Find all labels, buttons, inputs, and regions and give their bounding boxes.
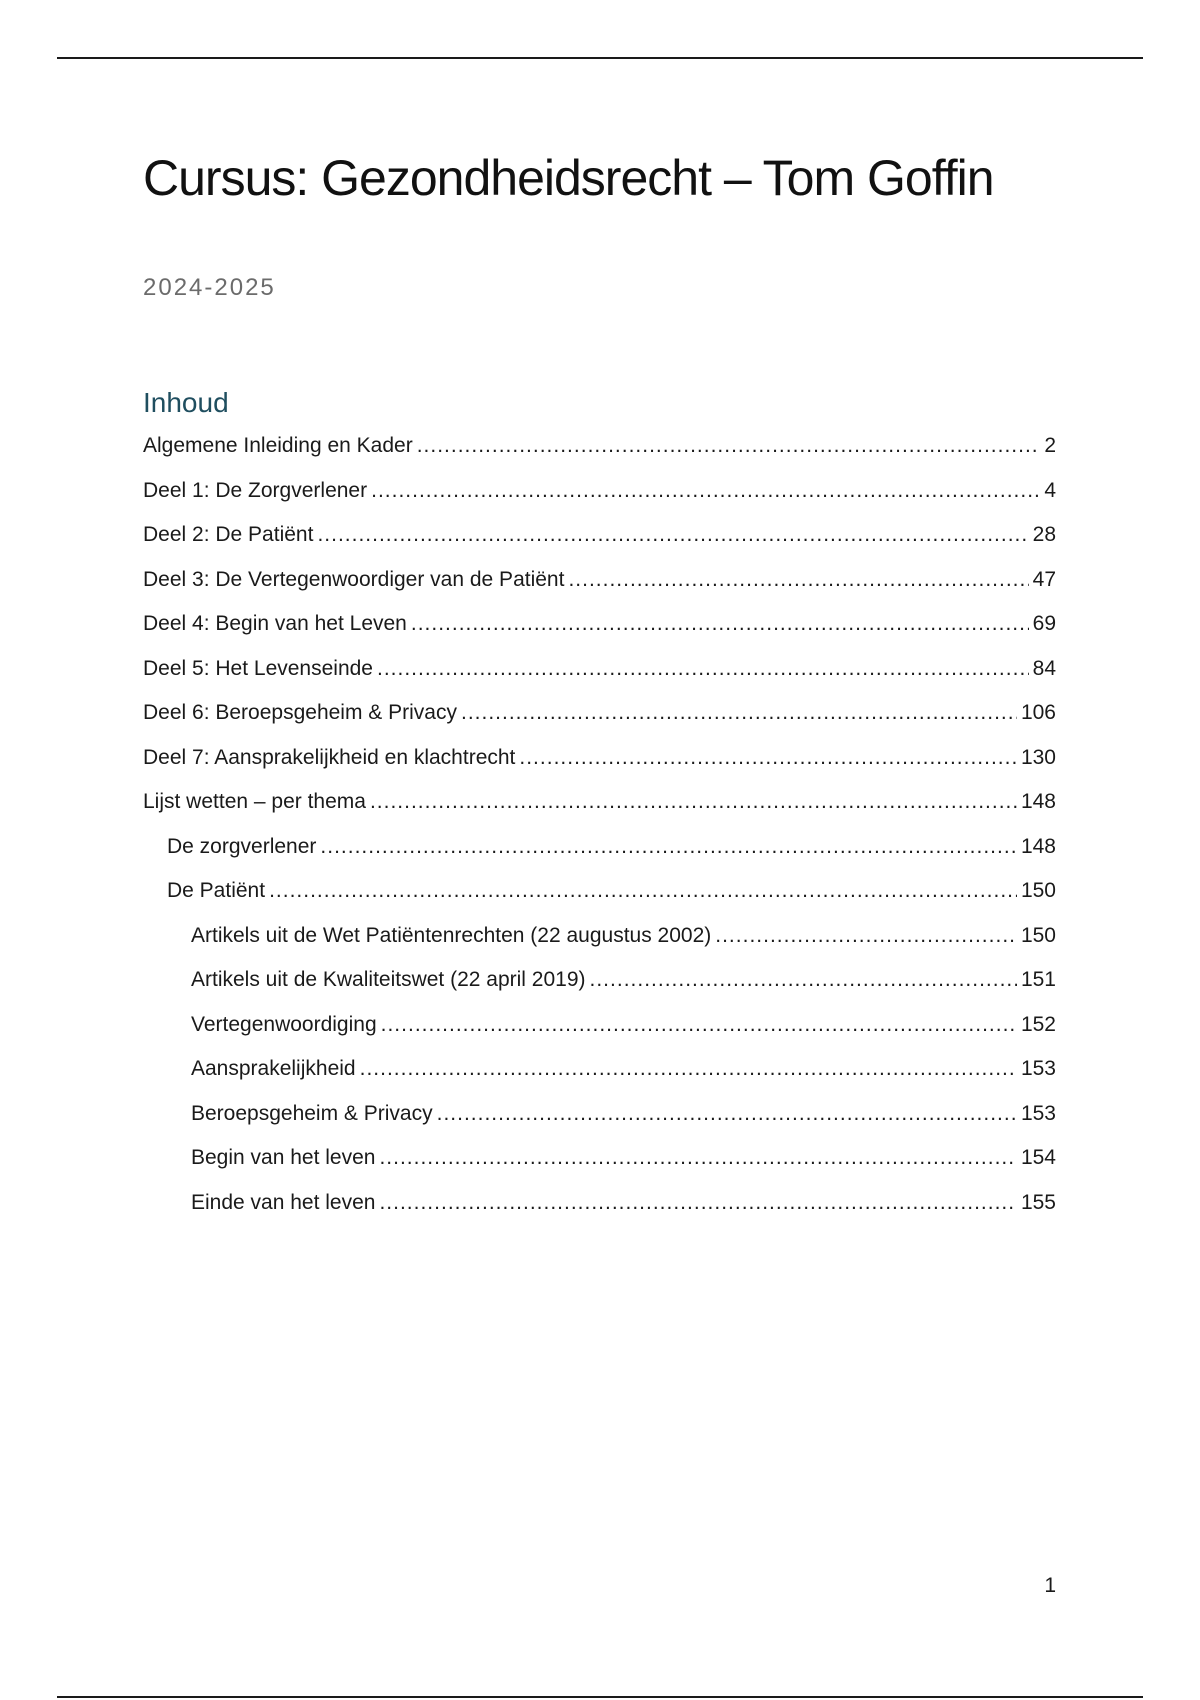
- toc-entry-label: Deel 5: Het Levenseinde: [143, 656, 373, 680]
- toc-entry-label: Deel 3: De Vertegenwoordiger van de Patiënt: [143, 567, 565, 591]
- toc-entry-page: 69: [1032, 612, 1056, 635]
- toc-entry-page: 28: [1032, 523, 1056, 546]
- toc-entry-page: 150: [1020, 879, 1056, 902]
- toc-dot-leader: [360, 1047, 1017, 1092]
- document-title: Cursus: Gezondheidsrecht – Tom Goffin: [143, 150, 994, 206]
- toc-dot-leader: [519, 736, 1017, 781]
- toc-entry-page: 148: [1020, 790, 1056, 813]
- toc-entry[interactable]: [143, 914, 1056, 959]
- toc-dot-leader: [411, 602, 1029, 647]
- toc-dot-leader: [379, 1181, 1016, 1226]
- toc-entry[interactable]: [143, 1181, 1056, 1226]
- toc-entry[interactable]: [143, 424, 1056, 469]
- toc-dot-leader: [715, 914, 1017, 959]
- toc-entry-label: Vertegenwoordiging: [191, 1012, 377, 1036]
- toc-entry-label: Lijst wetten – per thema: [143, 790, 366, 813]
- toc-dot-leader: [269, 869, 1017, 914]
- toc-entry-page: 152: [1020, 1012, 1056, 1036]
- toc-entry-page: 153: [1020, 1057, 1056, 1080]
- toc-entry-page: 130: [1020, 745, 1056, 769]
- toc-entry[interactable]: [143, 1003, 1056, 1048]
- toc-dot-leader: [461, 691, 1017, 736]
- toc-entry[interactable]: [143, 1092, 1056, 1137]
- toc-entry-label: Einde van het leven: [191, 1190, 376, 1214]
- toc-dot-leader: [590, 958, 1017, 1003]
- toc-entry-label: De zorgverlener: [167, 834, 317, 858]
- toc-entry[interactable]: [143, 1047, 1056, 1092]
- toc-entry[interactable]: [143, 469, 1056, 514]
- toc-dot-leader: [379, 1136, 1016, 1181]
- toc-entry[interactable]: [143, 558, 1056, 603]
- toc-entry-label: Artikels uit de Wet Patiëntenrechten (22 augustus 2002): [191, 923, 712, 947]
- toc-entry-label: Algemene Inleiding en Kader: [143, 434, 413, 457]
- toc-entry-page: 4: [1044, 478, 1056, 502]
- toc-entry-label: Artikels uit de Kwaliteitswet (22 april 2019): [191, 968, 586, 991]
- toc-entry-label: Beroepsgeheim & Privacy: [191, 1101, 433, 1125]
- toc-entry-page: 151: [1020, 968, 1056, 991]
- toc-entry-page: 153: [1020, 1101, 1056, 1125]
- header-rule: [57, 57, 1143, 59]
- toc-dot-leader: [320, 825, 1017, 870]
- document-subtitle: 2024-2025: [143, 274, 276, 301]
- toc-entry-label: Deel 7: Aansprakelijkheid en klachtrecht: [143, 745, 516, 769]
- toc-dot-leader: [377, 647, 1029, 692]
- toc-entry[interactable]: [143, 1136, 1056, 1181]
- toc-entry-label: Deel 1: De Zorgverlener: [143, 478, 368, 502]
- toc-entry-label: Aansprakelijkheid: [191, 1057, 356, 1080]
- toc-entry-page: 154: [1020, 1146, 1056, 1169]
- toc-entry[interactable]: [143, 647, 1056, 692]
- page-number: 1: [1044, 1574, 1056, 1597]
- toc-entry-label: De Patiënt: [167, 879, 266, 902]
- toc-entry-page: 47: [1032, 567, 1056, 591]
- toc-heading: Inhoud: [143, 387, 229, 418]
- toc-entry-label: Begin van het leven: [191, 1146, 376, 1169]
- toc-entry[interactable]: [143, 869, 1056, 914]
- toc-dot-leader: [568, 558, 1028, 603]
- toc-entry-page: 150: [1020, 923, 1056, 947]
- toc-entry-page: 84: [1032, 656, 1056, 680]
- toc-entry[interactable]: [143, 691, 1056, 736]
- toc-entry-page: 148: [1020, 834, 1056, 858]
- toc-entry[interactable]: [143, 513, 1056, 558]
- toc-entry[interactable]: [143, 736, 1056, 781]
- toc-entry[interactable]: [143, 958, 1056, 1003]
- toc-dot-leader: [371, 469, 1040, 514]
- toc-entry-page: 106: [1020, 701, 1056, 724]
- toc-entry-label: Deel 4: Begin van het Leven: [143, 612, 407, 635]
- toc-entry[interactable]: [143, 825, 1056, 870]
- table-of-contents: [143, 424, 1056, 1225]
- toc-entry-label: Deel 2: De Patiënt: [143, 523, 314, 546]
- toc-entry-page: 155: [1020, 1190, 1056, 1214]
- toc-entry[interactable]: [143, 780, 1056, 825]
- toc-dot-leader: [370, 780, 1017, 825]
- toc-entry[interactable]: [143, 602, 1056, 647]
- toc-dot-leader: [417, 424, 1041, 469]
- toc-dot-leader: [437, 1092, 1017, 1137]
- toc-dot-leader: [381, 1003, 1017, 1048]
- toc-entry-label: Deel 6: Beroepsgeheim & Privacy: [143, 701, 457, 724]
- footer-rule: [57, 1696, 1143, 1698]
- toc-dot-leader: [317, 513, 1028, 558]
- toc-entry-page: 2: [1044, 434, 1056, 457]
